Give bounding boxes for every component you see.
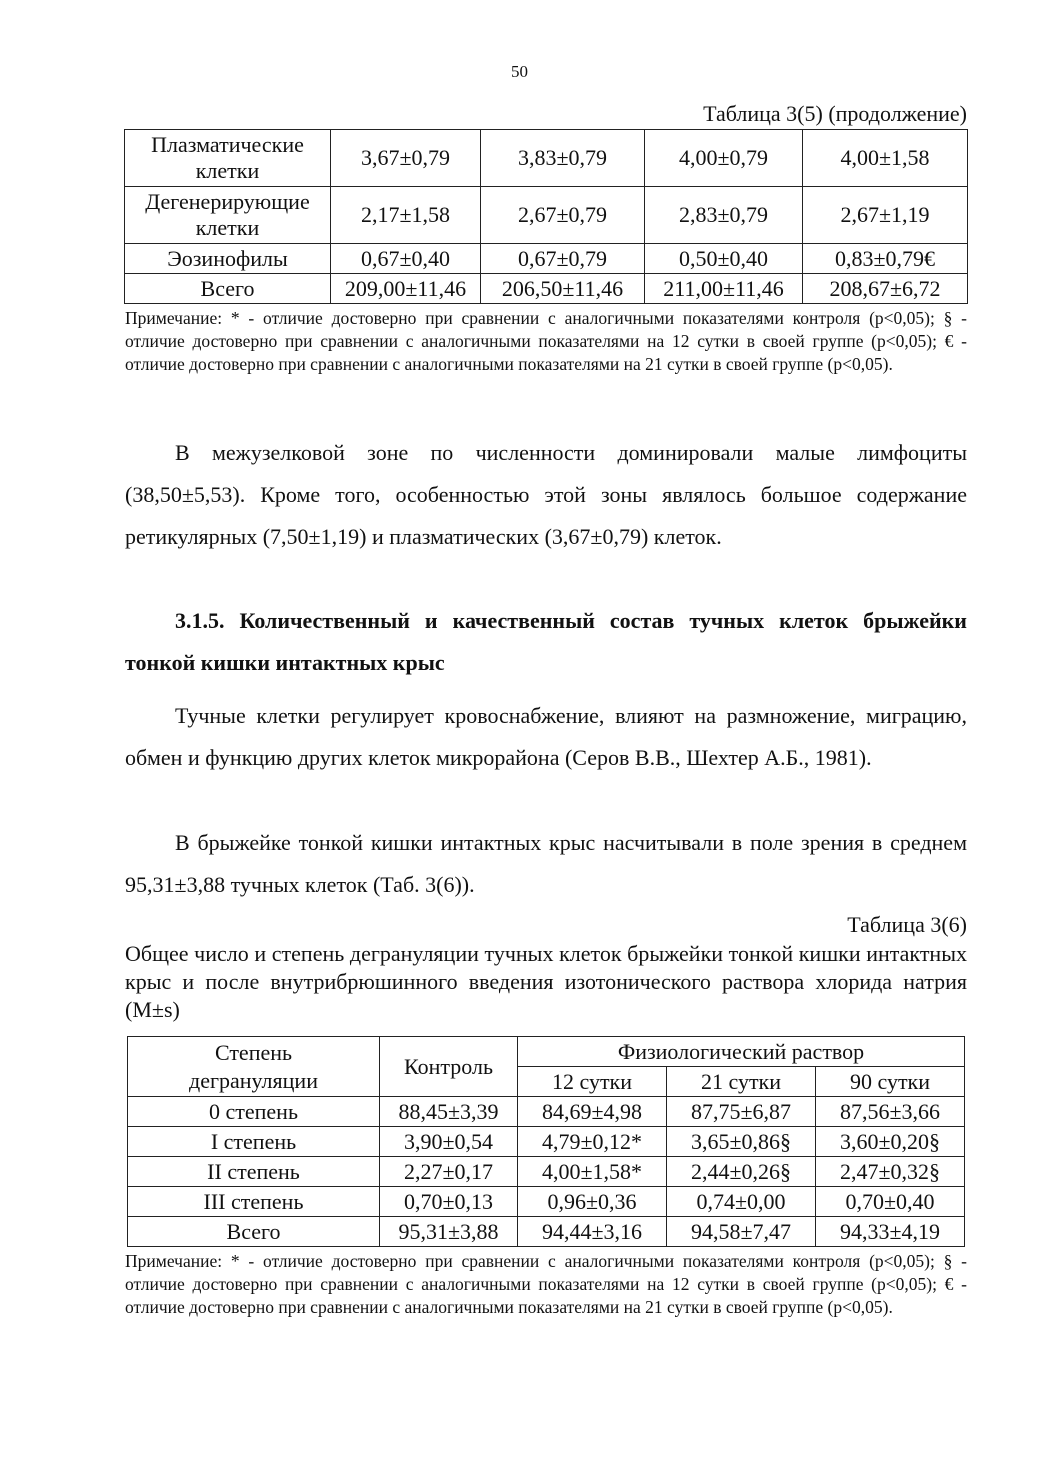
table1-caption: Таблица 3(5) (продолжение) — [703, 101, 967, 126]
table-row — [125, 274, 968, 304]
table-cell: 4,00±0,79 — [645, 130, 803, 187]
table-cell: 4,00±1,58* — [518, 1157, 667, 1187]
section-heading: 3.1.5. Количественный и качественный состав тучных клеток брыжейки тонкой кишки интактных крыс — [125, 608, 967, 675]
paragraph: В брыжейке тонкой кишки интактных крыс насчитывали в поле зрения в среднем 95,31±3,88 тучных клеток (Таб. 3(6)). — [125, 830, 967, 897]
page-number: 50 — [511, 62, 528, 81]
paragraph: Тучные клетки регулирует кровоснабжение, влияют на размножение, миграцию, обмен и функцию других клеток микрорайона (Серов В.В., Шехтер А.Б., 1981). — [125, 703, 967, 770]
row-label: 0 степень — [128, 1097, 380, 1127]
table1-note: Примечание: * - отличие достоверно при сравнении с аналогичными показателями контроля (р<0,05); § - отличие достоверно при сравнении с аналогичными показателями на 12 сутки в своей группе (р<0,05); € - отличие достоверно при сравнении с аналогичными показателями на 21 сутки в своей группе (р<0,05). — [125, 308, 967, 374]
table-cell: 0,70±0,40 — [816, 1187, 965, 1217]
row-label: Эозинофилы — [125, 244, 331, 274]
table-cell: 87,56±3,66 — [816, 1097, 965, 1127]
table2 — [127, 1036, 965, 1247]
table2-title: Общее число и степень дегрануляции тучных клеток брыжейки тонкой кишки интактных крыс и после внутрибрюшинного введения изотонического раствора хлорида натрия (M±s) — [125, 941, 967, 1022]
header-control: Контроль — [380, 1037, 518, 1097]
table-cell: 0,67±0,79 — [481, 244, 645, 274]
table-cell: 2,17±1,58 — [331, 187, 481, 244]
table-cell: 84,69±4,98 — [518, 1097, 667, 1127]
table-cell: 0,83±0,79€ — [803, 244, 968, 274]
table-cell: 2,83±0,79 — [645, 187, 803, 244]
header-degree: Степень дегрануляции — [128, 1037, 380, 1097]
table-cell: 2,44±0,26§ — [667, 1157, 816, 1187]
table-cell: 0,67±0,40 — [331, 244, 481, 274]
table-row — [128, 1157, 965, 1187]
header-day: 90 сутки — [816, 1067, 965, 1097]
table-cell: 4,79±0,12* — [518, 1127, 667, 1157]
table-cell: 4,00±1,58 — [803, 130, 968, 187]
table-cell: 208,67±6,72 — [803, 274, 968, 304]
table-cell: 206,50±11,46 — [481, 274, 645, 304]
paragraph: В межузелковой зоне по численности доминировали малые лимфоциты (38,50±5,53). Кроме того, особенностью этой зоны являлось большое содержание ретикулярных (7,50±1,19) и плазматических (3,67±0,79) клеток. — [125, 440, 967, 549]
table-cell: 94,44±3,16 — [518, 1217, 667, 1247]
table1 — [124, 129, 968, 304]
table-cell: 2,67±0,79 — [481, 187, 645, 244]
table-row — [128, 1217, 965, 1247]
table-cell: 87,75±6,87 — [667, 1097, 816, 1127]
table-header-row — [128, 1037, 965, 1067]
table-cell: 0,70±0,13 — [380, 1187, 518, 1217]
table-row — [128, 1097, 965, 1127]
table-cell: 88,45±3,39 — [380, 1097, 518, 1127]
row-label: I степень — [128, 1127, 380, 1157]
table-row — [125, 130, 968, 187]
table-cell: 0,74±0,00 — [667, 1187, 816, 1217]
table-cell: 211,00±11,46 — [645, 274, 803, 304]
row-label: Плазматические клетки — [125, 130, 331, 187]
table2-note: Примечание: * - отличие достоверно при сравнении с аналогичными показателями контроля (р<0,05); § - отличие достоверно при сравнении с аналогичными показателями на 12 сутки в своей группе (р<0,05); € - отличие достоверно при сравнении с аналогичными показателями на 21 сутки в своей группе (р<0,05). — [125, 1251, 967, 1317]
table-row — [128, 1187, 965, 1217]
table-cell: 0,50±0,40 — [645, 244, 803, 274]
table-row — [125, 187, 968, 244]
row-label: Всего — [125, 274, 331, 304]
table-cell: 3,90±0,54 — [380, 1127, 518, 1157]
header-day: 21 сутки — [667, 1067, 816, 1097]
table-cell: 3,65±0,86§ — [667, 1127, 816, 1157]
table-row — [125, 244, 968, 274]
row-label: III степень — [128, 1187, 380, 1217]
table-cell: 94,58±7,47 — [667, 1217, 816, 1247]
table-cell: 2,27±0,17 — [380, 1157, 518, 1187]
table-cell: 95,31±3,88 — [380, 1217, 518, 1247]
table-cell: 3,67±0,79 — [331, 130, 481, 187]
table-cell: 94,33±4,19 — [816, 1217, 965, 1247]
header-group: Физиологический раствор — [518, 1037, 965, 1067]
row-label: Всего — [128, 1217, 380, 1247]
header-day: 12 сутки — [518, 1067, 667, 1097]
table-cell: 2,67±1,19 — [803, 187, 968, 244]
row-label: II степень — [128, 1157, 380, 1187]
table-row — [128, 1127, 965, 1157]
table-cell: 209,00±11,46 — [331, 274, 481, 304]
table-cell: 3,83±0,79 — [481, 130, 645, 187]
row-label: Дегенерирующие клетки — [125, 187, 331, 244]
table-cell: 3,60±0,20§ — [816, 1127, 965, 1157]
table-cell: 2,47±0,32§ — [816, 1157, 965, 1187]
table2-caption: Таблица 3(6) — [847, 912, 967, 937]
table-cell: 0,96±0,36 — [518, 1187, 667, 1217]
